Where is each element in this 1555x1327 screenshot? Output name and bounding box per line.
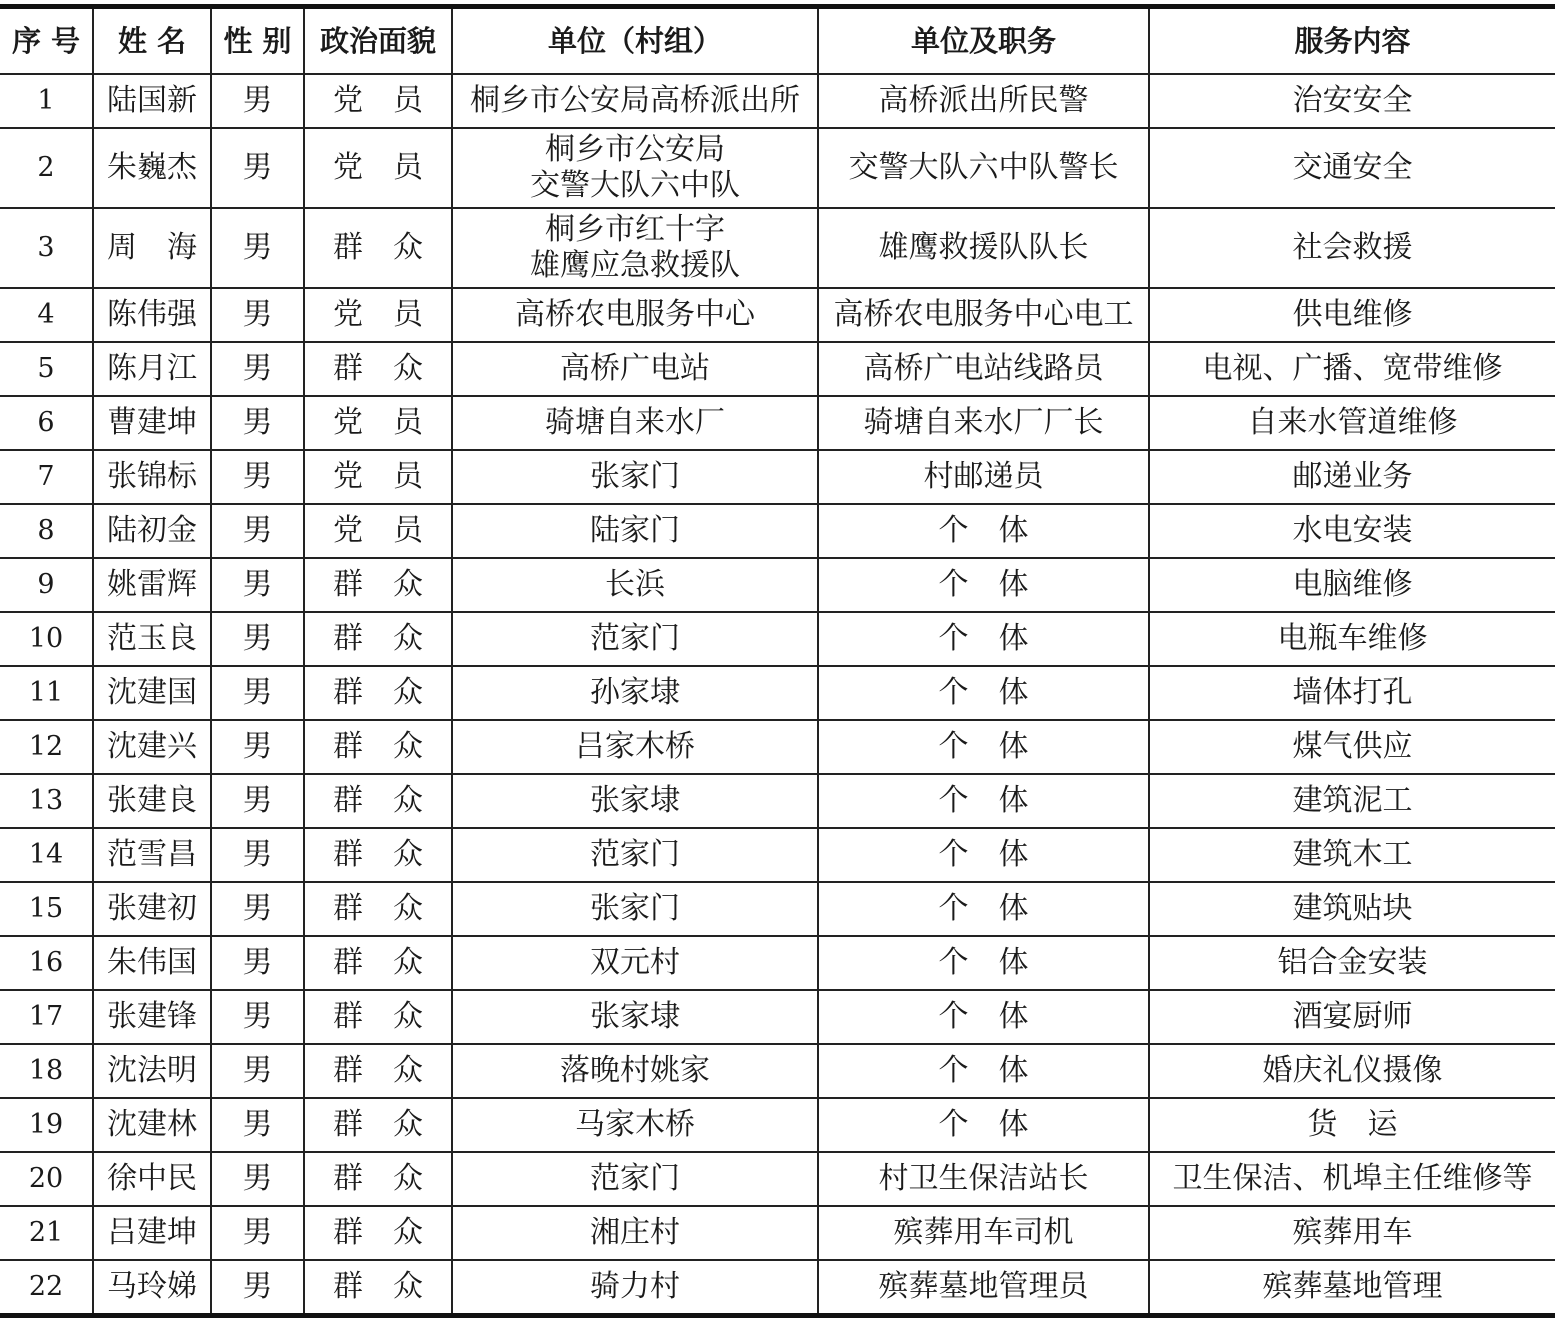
table-row bbox=[0, 1098, 1555, 1152]
cell-position: 个 体 bbox=[818, 612, 1149, 666]
cell-no: 20 bbox=[0, 1152, 93, 1206]
header-no: 序 号 bbox=[0, 7, 93, 75]
cell-no: 15 bbox=[0, 882, 93, 936]
unit-line: 张家埭 bbox=[590, 783, 680, 818]
cell-gender: 男 bbox=[211, 74, 304, 128]
cell-no: 21 bbox=[0, 1206, 93, 1260]
roster-body bbox=[0, 74, 1555, 1316]
cell-unit bbox=[452, 1260, 818, 1316]
cell-position: 个 体 bbox=[818, 558, 1149, 612]
cell-service: 酒宴厨师 bbox=[1149, 990, 1555, 1044]
cell-name: 沈建国 bbox=[93, 666, 211, 720]
cell-position: 个 体 bbox=[818, 990, 1149, 1044]
cell-name: 沈建林 bbox=[93, 1098, 211, 1152]
cell-name: 张锦标 bbox=[93, 450, 211, 504]
cell-service: 建筑泥工 bbox=[1149, 774, 1555, 828]
cell-no: 18 bbox=[0, 1044, 93, 1098]
cell-service: 殡葬用车 bbox=[1149, 1206, 1555, 1260]
cell-gender: 男 bbox=[211, 1098, 304, 1152]
cell-name: 陈伟强 bbox=[93, 288, 211, 342]
table-row bbox=[0, 1152, 1555, 1206]
table-row bbox=[0, 882, 1555, 936]
cell-name: 沈建兴 bbox=[93, 720, 211, 774]
cell-gender: 男 bbox=[211, 936, 304, 990]
cell-name: 陆初金 bbox=[93, 504, 211, 558]
cell-position: 殡葬墓地管理员 bbox=[818, 1260, 1149, 1316]
cell-gender: 男 bbox=[211, 450, 304, 504]
cell-position: 个 体 bbox=[818, 828, 1149, 882]
header-name: 姓 名 bbox=[93, 7, 211, 75]
cell-no: 16 bbox=[0, 936, 93, 990]
unit-line: 桐乡市红十字 bbox=[545, 212, 725, 247]
cell-gender: 男 bbox=[211, 612, 304, 666]
cell-unit bbox=[452, 666, 818, 720]
unit-line: 张家埭 bbox=[590, 999, 680, 1034]
cell-name: 张建锋 bbox=[93, 990, 211, 1044]
cell-political: 群 众 bbox=[304, 1044, 452, 1098]
cell-political: 群 众 bbox=[304, 612, 452, 666]
header-service: 服务内容 bbox=[1149, 7, 1555, 75]
cell-unit bbox=[452, 936, 818, 990]
table-row bbox=[0, 288, 1555, 342]
cell-service: 铝合金安装 bbox=[1149, 936, 1555, 990]
cell-position: 个 体 bbox=[818, 936, 1149, 990]
cell-political: 群 众 bbox=[304, 828, 452, 882]
cell-political: 群 众 bbox=[304, 990, 452, 1044]
unit-line: 骑力村 bbox=[590, 1269, 680, 1304]
cell-unit bbox=[452, 342, 818, 396]
header-unit: 单位（村组） bbox=[452, 7, 818, 75]
unit-line: 张家门 bbox=[590, 891, 680, 926]
cell-gender: 男 bbox=[211, 396, 304, 450]
cell-no: 19 bbox=[0, 1098, 93, 1152]
table-row bbox=[0, 208, 1555, 288]
cell-name: 陆国新 bbox=[93, 74, 211, 128]
header-gender: 性 别 bbox=[211, 7, 304, 75]
table-row bbox=[0, 450, 1555, 504]
unit-line: 范家门 bbox=[590, 1161, 680, 1196]
cell-service: 卫生保洁、机埠主任维修等 bbox=[1149, 1152, 1555, 1206]
cell-name: 陈月江 bbox=[93, 342, 211, 396]
cell-service: 墙体打孔 bbox=[1149, 666, 1555, 720]
cell-position: 交警大队六中队警长 bbox=[818, 128, 1149, 208]
cell-position: 村卫生保洁站长 bbox=[818, 1152, 1149, 1206]
cell-service: 社会救援 bbox=[1149, 208, 1555, 288]
cell-name: 曹建坤 bbox=[93, 396, 211, 450]
cell-unit bbox=[452, 1152, 818, 1206]
cell-unit bbox=[452, 990, 818, 1044]
cell-position: 个 体 bbox=[818, 666, 1149, 720]
cell-service: 货 运 bbox=[1149, 1098, 1555, 1152]
cell-gender: 男 bbox=[211, 1206, 304, 1260]
cell-gender: 男 bbox=[211, 288, 304, 342]
header-row bbox=[0, 7, 1555, 75]
cell-service: 煤气供应 bbox=[1149, 720, 1555, 774]
cell-gender: 男 bbox=[211, 1152, 304, 1206]
cell-gender: 男 bbox=[211, 1260, 304, 1316]
cell-name: 张建良 bbox=[93, 774, 211, 828]
cell-name: 吕建坤 bbox=[93, 1206, 211, 1260]
cell-position: 高桥派出所民警 bbox=[818, 74, 1149, 128]
cell-service: 交通安全 bbox=[1149, 128, 1555, 208]
cell-no: 6 bbox=[0, 396, 93, 450]
unit-line: 范家门 bbox=[590, 837, 680, 872]
cell-name: 周 海 bbox=[93, 208, 211, 288]
cell-name: 范玉良 bbox=[93, 612, 211, 666]
cell-political: 党 员 bbox=[304, 74, 452, 128]
cell-unit bbox=[452, 1206, 818, 1260]
cell-unit bbox=[452, 720, 818, 774]
cell-position: 个 体 bbox=[818, 882, 1149, 936]
cell-name: 徐中民 bbox=[93, 1152, 211, 1206]
cell-position: 雄鹰救援队队长 bbox=[818, 208, 1149, 288]
cell-unit bbox=[452, 612, 818, 666]
table-row bbox=[0, 74, 1555, 128]
table-row bbox=[0, 504, 1555, 558]
cell-political: 群 众 bbox=[304, 1152, 452, 1206]
cell-political: 群 众 bbox=[304, 1260, 452, 1316]
header-position: 单位及职务 bbox=[818, 7, 1149, 75]
cell-unit bbox=[452, 74, 818, 128]
table-row bbox=[0, 666, 1555, 720]
cell-unit bbox=[452, 1098, 818, 1152]
cell-position: 村邮递员 bbox=[818, 450, 1149, 504]
cell-political: 党 员 bbox=[304, 450, 452, 504]
cell-service: 建筑木工 bbox=[1149, 828, 1555, 882]
cell-political: 群 众 bbox=[304, 558, 452, 612]
cell-no: 10 bbox=[0, 612, 93, 666]
cell-service: 殡葬墓地管理 bbox=[1149, 1260, 1555, 1316]
cell-gender: 男 bbox=[211, 504, 304, 558]
cell-unit bbox=[452, 1044, 818, 1098]
cell-unit bbox=[452, 288, 818, 342]
cell-gender: 男 bbox=[211, 882, 304, 936]
cell-gender: 男 bbox=[211, 1044, 304, 1098]
cell-political: 群 众 bbox=[304, 720, 452, 774]
unit-line: 马家木桥 bbox=[575, 1107, 695, 1142]
cell-unit bbox=[452, 828, 818, 882]
cell-unit bbox=[452, 882, 818, 936]
cell-no: 9 bbox=[0, 558, 93, 612]
unit-line: 高桥广电站 bbox=[560, 351, 710, 386]
cell-gender: 男 bbox=[211, 342, 304, 396]
cell-name: 朱巍杰 bbox=[93, 128, 211, 208]
cell-political: 群 众 bbox=[304, 666, 452, 720]
unit-line: 长浜 bbox=[605, 567, 665, 602]
cell-no: 13 bbox=[0, 774, 93, 828]
cell-political: 党 员 bbox=[304, 128, 452, 208]
cell-gender: 男 bbox=[211, 828, 304, 882]
cell-no: 8 bbox=[0, 504, 93, 558]
table-row bbox=[0, 396, 1555, 450]
cell-political: 群 众 bbox=[304, 208, 452, 288]
cell-service: 自来水管道维修 bbox=[1149, 396, 1555, 450]
cell-service: 建筑贴块 bbox=[1149, 882, 1555, 936]
cell-service: 水电安装 bbox=[1149, 504, 1555, 558]
cell-position: 个 体 bbox=[818, 1044, 1149, 1098]
cell-no: 3 bbox=[0, 208, 93, 288]
cell-name: 沈法明 bbox=[93, 1044, 211, 1098]
unit-line: 高桥农电服务中心 bbox=[515, 297, 755, 332]
cell-position: 殡葬用车司机 bbox=[818, 1206, 1149, 1260]
table-row bbox=[0, 1206, 1555, 1260]
cell-political: 群 众 bbox=[304, 882, 452, 936]
cell-political: 群 众 bbox=[304, 1098, 452, 1152]
table-row bbox=[0, 1044, 1555, 1098]
cell-gender: 男 bbox=[211, 208, 304, 288]
cell-gender: 男 bbox=[211, 720, 304, 774]
header-political: 政治面貌 bbox=[304, 7, 452, 75]
unit-line: 湘庄村 bbox=[590, 1215, 680, 1250]
cell-unit bbox=[452, 558, 818, 612]
cell-no: 4 bbox=[0, 288, 93, 342]
cell-position: 个 体 bbox=[818, 774, 1149, 828]
table-row bbox=[0, 828, 1555, 882]
cell-name: 马玲娣 bbox=[93, 1260, 211, 1316]
table-row bbox=[0, 612, 1555, 666]
cell-political: 群 众 bbox=[304, 936, 452, 990]
unit-line: 桐乡市公安局 bbox=[545, 132, 725, 167]
cell-service: 供电维修 bbox=[1149, 288, 1555, 342]
cell-political: 群 众 bbox=[304, 1206, 452, 1260]
unit-line: 落晚村姚家 bbox=[560, 1053, 710, 1088]
table-row bbox=[0, 774, 1555, 828]
cell-unit bbox=[452, 504, 818, 558]
cell-political: 群 众 bbox=[304, 774, 452, 828]
cell-gender: 男 bbox=[211, 774, 304, 828]
cell-position: 个 体 bbox=[818, 720, 1149, 774]
table-row bbox=[0, 720, 1555, 774]
unit-line: 张家门 bbox=[590, 459, 680, 494]
cell-no: 14 bbox=[0, 828, 93, 882]
cell-no: 22 bbox=[0, 1260, 93, 1316]
cell-name: 姚雷辉 bbox=[93, 558, 211, 612]
unit-line: 交警大队六中队 bbox=[530, 168, 740, 203]
cell-no: 12 bbox=[0, 720, 93, 774]
cell-no: 5 bbox=[0, 342, 93, 396]
cell-gender: 男 bbox=[211, 666, 304, 720]
cell-unit bbox=[452, 774, 818, 828]
cell-position: 高桥农电服务中心电工 bbox=[818, 288, 1149, 342]
table-row bbox=[0, 1260, 1555, 1316]
unit-line: 陆家门 bbox=[590, 513, 680, 548]
cell-gender: 男 bbox=[211, 128, 304, 208]
unit-line: 范家门 bbox=[590, 621, 680, 656]
table-row bbox=[0, 936, 1555, 990]
cell-no: 2 bbox=[0, 128, 93, 208]
cell-position: 个 体 bbox=[818, 1098, 1149, 1152]
table-row bbox=[0, 990, 1555, 1044]
cell-position: 骑塘自来水厂厂长 bbox=[818, 396, 1149, 450]
unit-line: 桐乡市公安局高桥派出所 bbox=[470, 83, 800, 118]
cell-political: 党 员 bbox=[304, 288, 452, 342]
cell-position: 高桥广电站线路员 bbox=[818, 342, 1149, 396]
cell-service: 邮递业务 bbox=[1149, 450, 1555, 504]
unit-line: 雄鹰应急救援队 bbox=[530, 248, 740, 283]
cell-name: 朱伟国 bbox=[93, 936, 211, 990]
unit-line: 双元村 bbox=[590, 945, 680, 980]
table-row bbox=[0, 342, 1555, 396]
cell-service: 婚庆礼仪摄像 bbox=[1149, 1044, 1555, 1098]
cell-no: 11 bbox=[0, 666, 93, 720]
cell-service: 治安安全 bbox=[1149, 74, 1555, 128]
cell-unit bbox=[452, 128, 818, 208]
cell-political: 群 众 bbox=[304, 342, 452, 396]
table-row bbox=[0, 558, 1555, 612]
cell-service: 电瓶车维修 bbox=[1149, 612, 1555, 666]
cell-service: 电视、广播、宽带维修 bbox=[1149, 342, 1555, 396]
cell-no: 1 bbox=[0, 74, 93, 128]
cell-no: 17 bbox=[0, 990, 93, 1044]
cell-name: 张建初 bbox=[93, 882, 211, 936]
cell-no: 7 bbox=[0, 450, 93, 504]
roster-table bbox=[0, 4, 1555, 1318]
table-row bbox=[0, 128, 1555, 208]
unit-line: 骑塘自来水厂 bbox=[545, 405, 725, 440]
cell-gender: 男 bbox=[211, 558, 304, 612]
cell-gender: 男 bbox=[211, 990, 304, 1044]
cell-unit bbox=[452, 208, 818, 288]
cell-service: 电脑维修 bbox=[1149, 558, 1555, 612]
cell-unit bbox=[452, 450, 818, 504]
cell-name: 范雪昌 bbox=[93, 828, 211, 882]
cell-unit bbox=[452, 396, 818, 450]
unit-line: 吕家木桥 bbox=[575, 729, 695, 764]
cell-political: 党 员 bbox=[304, 396, 452, 450]
cell-position: 个 体 bbox=[818, 504, 1149, 558]
unit-line: 孙家埭 bbox=[590, 675, 680, 710]
cell-political: 党 员 bbox=[304, 504, 452, 558]
